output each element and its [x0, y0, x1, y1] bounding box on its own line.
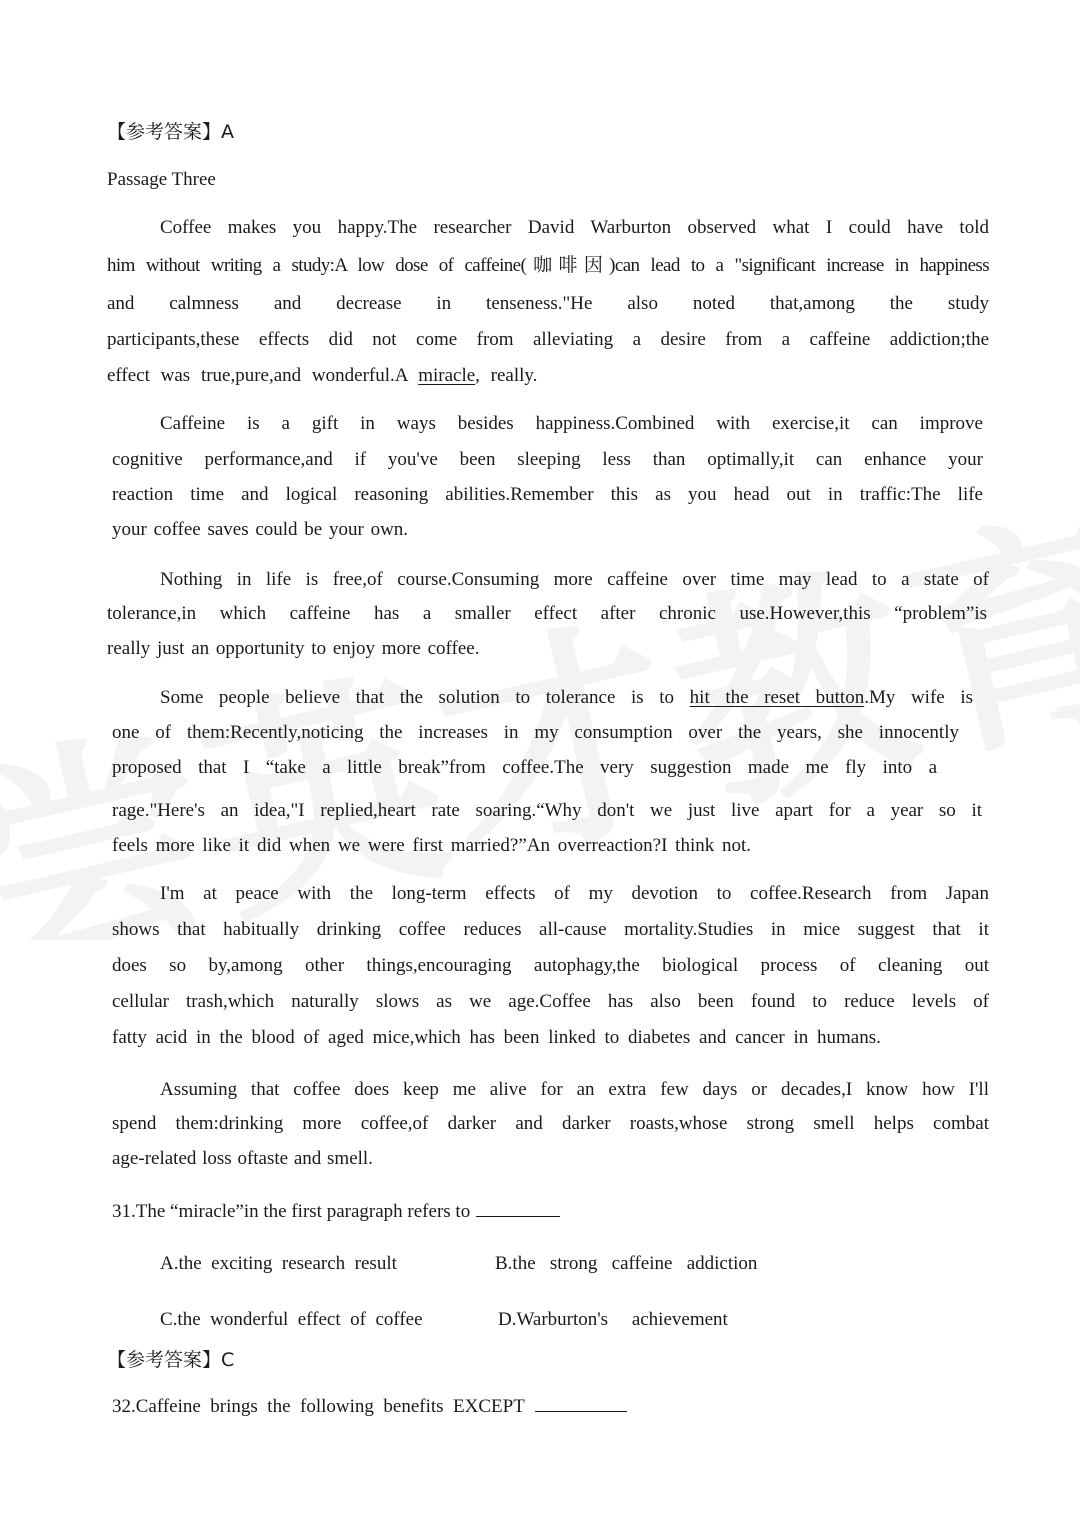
- paragraph-6-line: spend them:drinking more coffee,of darker and darker roasts,whose strong smell helps combat: [112, 1113, 989, 1134]
- paragraph-5-line: shows that habitually drinking coffee reduces all-cause mortality.Studies in mice suggest that it: [112, 919, 989, 940]
- paragraph-4-line: rage."Here's an idea,"I replied,heart rate soaring.“Why don't we just live apart for a year so it: [112, 800, 982, 821]
- paragraph-3-line: tolerance,in which caffeine has a smaller effect after chronic use.However,this “problem”is: [107, 603, 987, 624]
- paragraph-4-line: proposed that I “take a little break”from coffee.The very suggestion made me fly into a: [112, 757, 937, 778]
- paragraph-5-line: does so by,among other things,encouraging autophagy,the biological process of cleaning out: [112, 955, 989, 976]
- paragraph-1-line: participants,these effects did not come from alleviating a desire from a caffeine addiction;the: [107, 329, 989, 350]
- paragraph-6-line: age-related loss oftaste and smell.: [112, 1148, 373, 1169]
- paragraph-2-line: reaction time and logical reasoning abilities.Remember this as you head out in traffic:The life: [112, 484, 983, 505]
- paragraph-1-line: and calmness and decrease in tenseness."He also noted that,among the study: [107, 293, 989, 314]
- paragraph-1-line: him without writing a study:A low dose of caffeine(咖啡因)can lead to a "significant increase in happiness: [107, 255, 989, 276]
- option-c: C.the wonderful effect of coffee: [160, 1309, 423, 1330]
- answer-blank: [476, 1198, 560, 1217]
- paragraph-2-line: Caffeine is a gift in ways besides happiness.Combined with exercise,it can improve: [160, 413, 983, 434]
- question-31: 31.The “miracle”in the first paragraph refers to: [112, 1198, 1080, 1224]
- paragraph-6-line: Assuming that coffee does keep me alive for an extra few days or decades,I know how I'll: [160, 1079, 989, 1100]
- paragraph-1-line: effect was true,pure,and wonderful.A miracle, really.: [107, 365, 538, 386]
- paragraph-2-line: cognitive performance,and if you've been sleeping less than optimally,it can enhance your: [112, 449, 983, 470]
- passage-title: Passage Three: [107, 169, 216, 190]
- paragraph-5-line: I'm at peace with the long-term effects of my devotion to coffee.Research from Japan: [160, 883, 989, 904]
- paragraph-4-line: Some people believe that the solution to tolerance is to hit the reset button.My wife is: [160, 687, 974, 708]
- paragraph-2-line: your coffee saves could be your own.: [112, 519, 409, 540]
- answer-blank: [535, 1393, 627, 1412]
- question-32: 32.Caffeine brings the following benefits EXCEPT: [112, 1393, 1080, 1419]
- option-d: D.Warburton's achievement: [498, 1309, 728, 1330]
- miracle-word: miracle: [418, 365, 476, 386]
- paragraph-4-line: feels more like it did when we were first married?”An overreaction?I think not.: [112, 835, 752, 856]
- paragraph-3-line: Nothing in life is free,of course.Consuming more caffeine over time may lead to a state of: [160, 569, 989, 590]
- paragraph-4-line: one of them:Recently,noticing the increases in my consumption over the years, she innocently: [112, 722, 959, 743]
- option-a: A.the exciting research result: [160, 1253, 397, 1274]
- paragraph-3-line: really just an opportunity to enjoy more coffee.: [107, 638, 480, 659]
- paragraph-5-line: cellular trash,which naturally slows as we age.Coffee has also been found to reduce levels of: [112, 991, 989, 1012]
- paragraph-5-line: fatty acid in the blood of aged mice,which has been linked to diabetes and cancer in humans.: [112, 1027, 881, 1048]
- reset-phrase: hit the reset button: [689, 687, 865, 708]
- answer-label: 【参考答案】C: [107, 1349, 235, 1371]
- answer-label: 【参考答案】A: [107, 121, 234, 143]
- paragraph-1-line: Coffee makes you happy.The researcher David Warburton observed what I could have told: [160, 217, 989, 238]
- option-b: B.the strong caffeine addiction: [495, 1253, 758, 1274]
